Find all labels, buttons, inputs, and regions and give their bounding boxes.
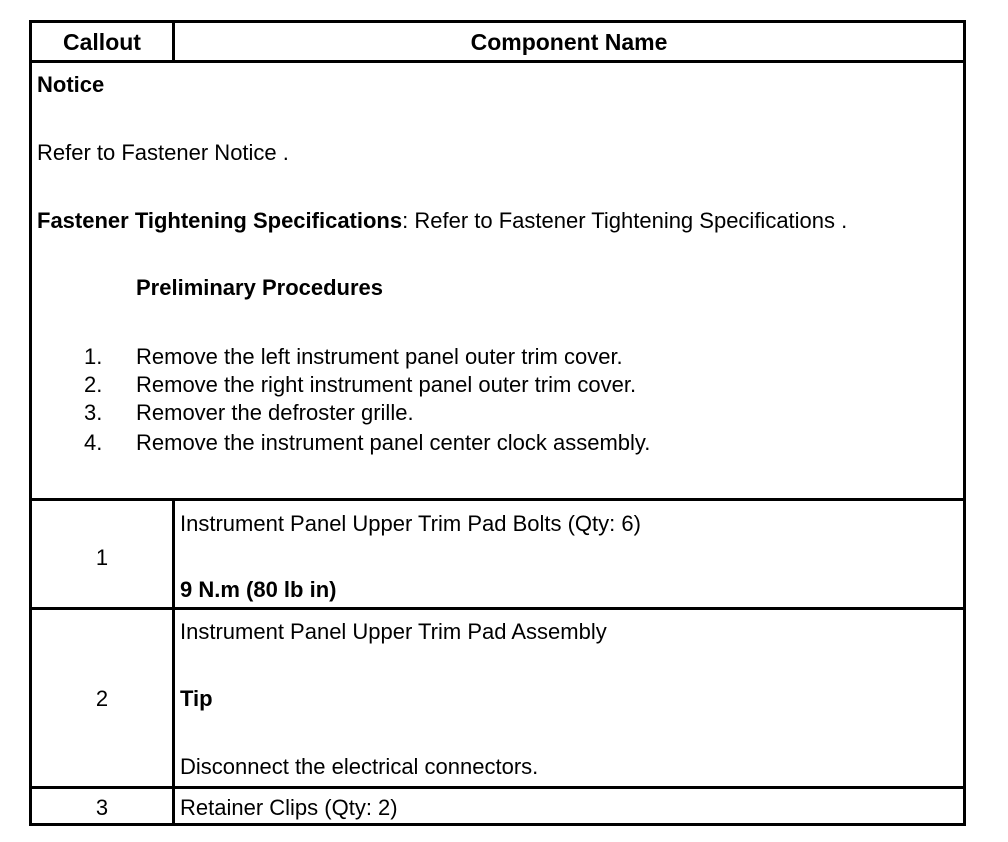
notice-title: Notice	[37, 72, 105, 97]
callout-number: 2	[95, 686, 109, 711]
step-text: Remove the instrument panel center clock assembly.	[136, 430, 651, 455]
step-text: Remove the right instrument panel outer trim cover.	[136, 372, 637, 397]
component-name: Retainer Clips (Qty: 2)	[180, 795, 398, 820]
component-name: Instrument Panel Upper Trim Pad Assembly	[180, 619, 607, 644]
fastener-spec-text: Refer to Fastener Tightening Specifications .	[408, 208, 848, 233]
fastener-spec-label: Fastener Tightening Specifications	[37, 208, 403, 233]
tip-text: Disconnect the electrical connectors.	[180, 754, 539, 779]
step-number: 4.	[84, 430, 103, 455]
step-number: 3.	[84, 400, 103, 425]
component-table	[29, 20, 966, 826]
notice-refer-text: Refer to Fastener Notice .	[37, 140, 289, 165]
callout-header: Callout	[63, 29, 141, 55]
step-number: 1.	[84, 344, 103, 369]
component-name: Instrument Panel Upper Trim Pad Bolts (Qty: 6)	[180, 511, 641, 536]
step-text: Remove the left instrument panel outer trim cover.	[136, 344, 623, 369]
step-number: 2.	[84, 372, 103, 397]
component-name-header: Component Name	[470, 29, 668, 55]
step-text: Remover the defroster grille.	[136, 400, 414, 425]
fastener-spec-line	[37, 208, 847, 234]
torque-spec: 9 N.m (80 lb in)	[180, 577, 337, 602]
fastener-spec-colon: :	[402, 208, 409, 233]
callout-number: 3	[95, 795, 109, 820]
tip-title: Tip	[180, 686, 213, 711]
rows-column-divider	[172, 498, 175, 826]
preliminary-title: Preliminary Procedures	[136, 275, 384, 300]
callout-number: 1	[95, 545, 109, 570]
